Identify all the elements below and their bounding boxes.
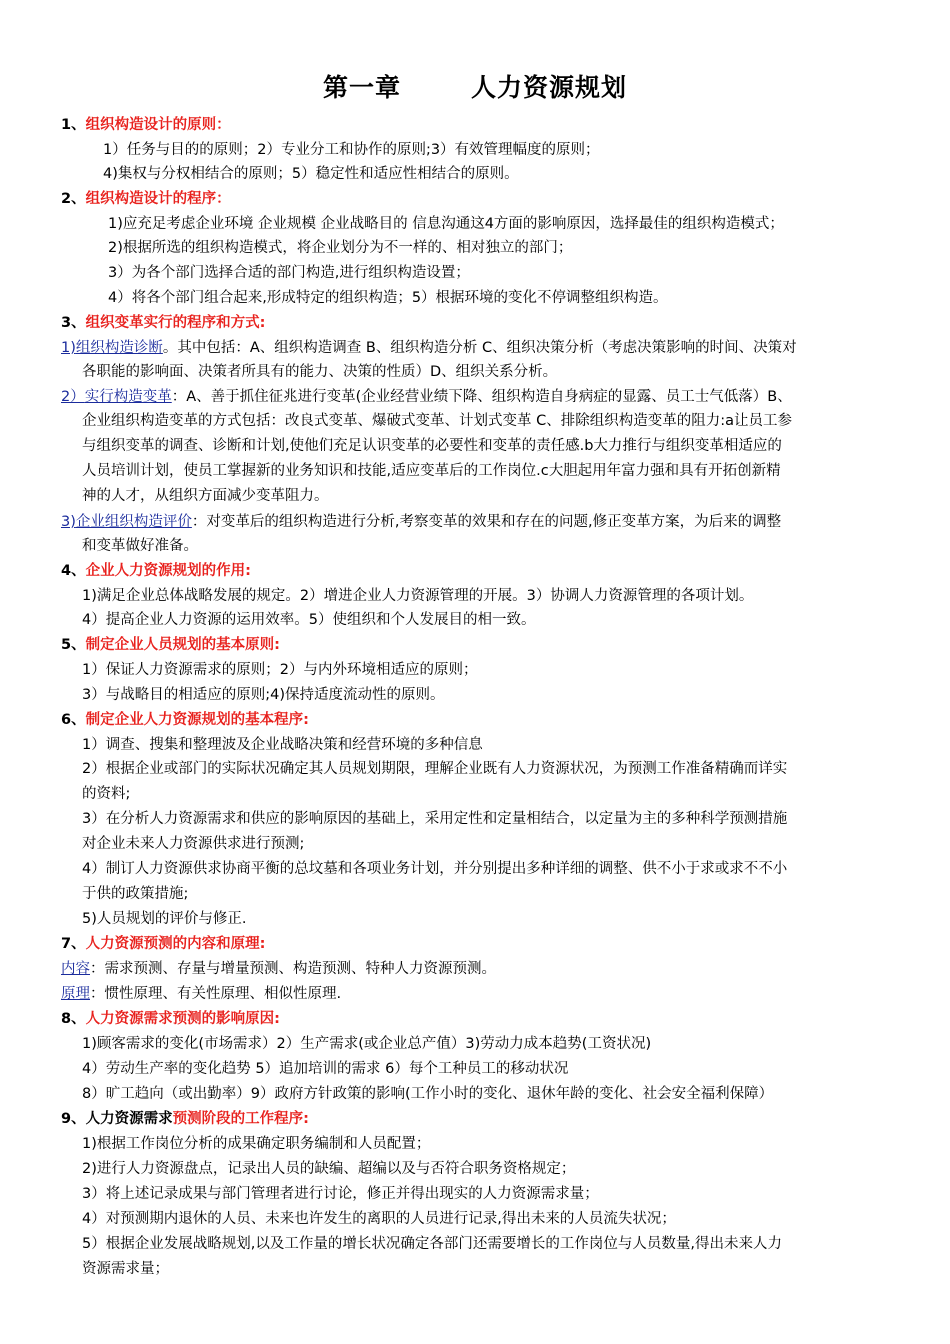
section-3-item-1: 1)组织构造诊断。其中包括：A、组织构造调查 B、组织构造分析 C、组织决策分析（考虑决策影响的时间、决策对	[61, 340, 797, 356]
section-3-line: 神的人才，从组织方面减少变革阻力。	[82, 488, 329, 504]
section-9-line: 5）根据企业发展战略规划,以及工作量的增长状况确定各部门还需要增长的工作岗位与人员数量,得出未来人力	[82, 1236, 782, 1252]
section-6-line: 对企业未来人力资源供求进行预测;	[82, 836, 305, 852]
section-4-line: 4）提高企业人力资源的运用效率。5）使组织和个人发展目的相一致。	[82, 612, 536, 628]
section-6-line: 4）制订人力资源供求协商平衡的总坟墓和各项业务计划，并分别提出多种详细的调整、供不小于求或求不不小	[82, 861, 788, 877]
section-6-line: 3）在分析人力资源需求和供应的影响原因的基础上，采用定性和定量相结合，以定量为主的多种科学预测措施	[82, 811, 788, 827]
section-9-line: 1)根据工作岗位分析的成果确定职务编制和人员配置；	[82, 1136, 431, 1152]
section-6-line: 5)人员规划的评价与修正.	[82, 911, 247, 927]
chapter-title	[0, 68, 950, 104]
section-5-line: 3）与战略目的相适应的原则;4)保持适度流动性的原则。	[82, 687, 445, 703]
section-6-line: 于供的政策措施;	[82, 886, 189, 902]
section-3-line: 人员培训计划，使员工掌握新的业务知识和技能,适应变革后的工作岗位.c大胆起用年富力强和具有开拓创新精	[82, 463, 781, 479]
section-1-heading: 1、组织构造设计的原则：	[61, 117, 231, 133]
structure-evaluation-link[interactable]: 企业组织构造评价	[75, 514, 192, 530]
section-2-line: 2)根据所选的组织构造模式，将企业划分为不一样的、相对独立的部门；	[108, 240, 573, 256]
section-3-line: 企业组织构造变革的方式包括：改良式变革、爆破式变革、计划式变革 C、排除组织构造变革的阻力:a让员工参	[82, 413, 793, 429]
chapter-number: 第一章	[322, 73, 401, 102]
section-6-heading: 6、制定企业人力资源规划的基本程序:	[61, 712, 309, 728]
section-4-heading: 4、企业人力资源规划的作用:	[61, 563, 251, 579]
section-9-line: 2)进行人力资源盘点，记录出人员的缺编、超编以及与否符合职务资格规定；	[82, 1161, 576, 1177]
structure-reform-link[interactable]: 实行构造变革	[84, 389, 172, 405]
section-2-line: 1)应充足考虑企业环境 企业规模 企业战略目的 信息沟通这4方面的影响原因，选择最佳的组织构造模式；	[108, 216, 784, 232]
section-3-line: 和变革做好准备。	[82, 538, 198, 554]
section-8-line: 1)顾客需求的变化(市场需求）2）生产需求(或企业总产值）3)劳动力成本趋势(工资状况)	[82, 1036, 652, 1052]
section-3-line: 与组织变革的调查、诊断和计划,使他们充足认识变革的必要性和变革的责任感.b大力推行与组织变革相适应的	[82, 438, 782, 454]
section-5-heading: 5、制定企业人员规划的基本原则:	[61, 637, 280, 653]
section-2-heading: 2、组织构造设计的程序：	[61, 191, 231, 207]
section-7-content: 内容：需求预测、存量与增量预测、构造预测、特种人力资源预测。	[61, 961, 496, 977]
principle-link[interactable]: 原理	[61, 986, 90, 1002]
section-7-principle: 原理：惯性原理、有关性原理、相似性原理.	[61, 986, 342, 1002]
section-6-line: 的资料;	[82, 786, 131, 802]
section-2-line: 4）将各个部门组合起来,形成特定的组织构造；5）根据环境的变化不停调整组织构造。	[108, 290, 668, 306]
section-3-item-2: 2）实行构造变革：A、善于抓住征兆进行变革(企业经营业绩下降、组织构造自身病症的显露、员工士气低落）B、	[61, 389, 792, 405]
section-1-line: 4)集权与分权相结合的原则；5）稳定性和适应性相结合的原则。	[103, 166, 519, 182]
section-9-line: 3）将上述记录成果与部门管理者进行讨论，修正并得出现实的人力资源需求量；	[82, 1186, 599, 1202]
section-8-line: 8）旷工趋向（或出勤率）9）政府方针政策的影响(工作小时的变化、退休年龄的变化、社会安全福利保障）	[82, 1086, 774, 1102]
section-9-line: 4）对预测期内退休的人员、未来也许发生的离职的人员进行记录,得出未来的人员流失状况；	[82, 1211, 676, 1227]
section-3-heading: 3、组织变革实行的程序和方式:	[61, 315, 266, 331]
section-5-line: 1）保证人力资源需求的原则；2）与内外环境相适应的原则；	[82, 662, 478, 678]
chapter-name: 人力资源规划	[471, 73, 628, 102]
section-2-line: 3）为各个部门选择合适的部门构造,进行组织构造设置；	[108, 265, 470, 281]
content-link[interactable]: 内容	[61, 961, 90, 977]
section-7-heading: 7、人力资源预测的内容和原理:	[61, 936, 266, 952]
section-3-line: 各职能的影响面、决策者所具有的能力、决策的性质）D、组织关系分析。	[82, 364, 558, 380]
org-diagnosis-link[interactable]: 组织构造诊断	[75, 340, 163, 356]
section-3-item-3: 3)企业组织构造评价：对变革后的组织构造进行分析,考察变革的效果和存在的问题,修正变革方案，为后来的调整	[61, 514, 782, 530]
section-9-heading: 9、人力资源需求预测阶段的工作程序:	[61, 1111, 309, 1127]
section-9-line: 资源需求量；	[82, 1261, 169, 1277]
section-4-line: 1)满足企业总体战略发展的规定。2）增进企业人力资源管理的开展。3）协调人力资源管理的各项计划。	[82, 588, 754, 604]
section-8-heading: 8、人力资源需求预测的影响原因:	[61, 1011, 280, 1027]
section-6-line: 1）调查、搜集和整理波及企业战略决策和经营环境的多种信息	[82, 737, 483, 753]
section-8-line: 4）劳动生产率的变化趋势 5）追加培训的需求 6）每个工种员工的移动状况	[82, 1061, 569, 1077]
section-1-line: 1）任务与目的的原则；2）专业分工和协作的原则;3）有效管理幅度的原则；	[103, 142, 600, 158]
section-6-line: 2）根据企业或部门的实际状况确定其人员规划期限，理解企业既有人力资源状况，为预测工作准备精确而详实	[82, 761, 788, 777]
